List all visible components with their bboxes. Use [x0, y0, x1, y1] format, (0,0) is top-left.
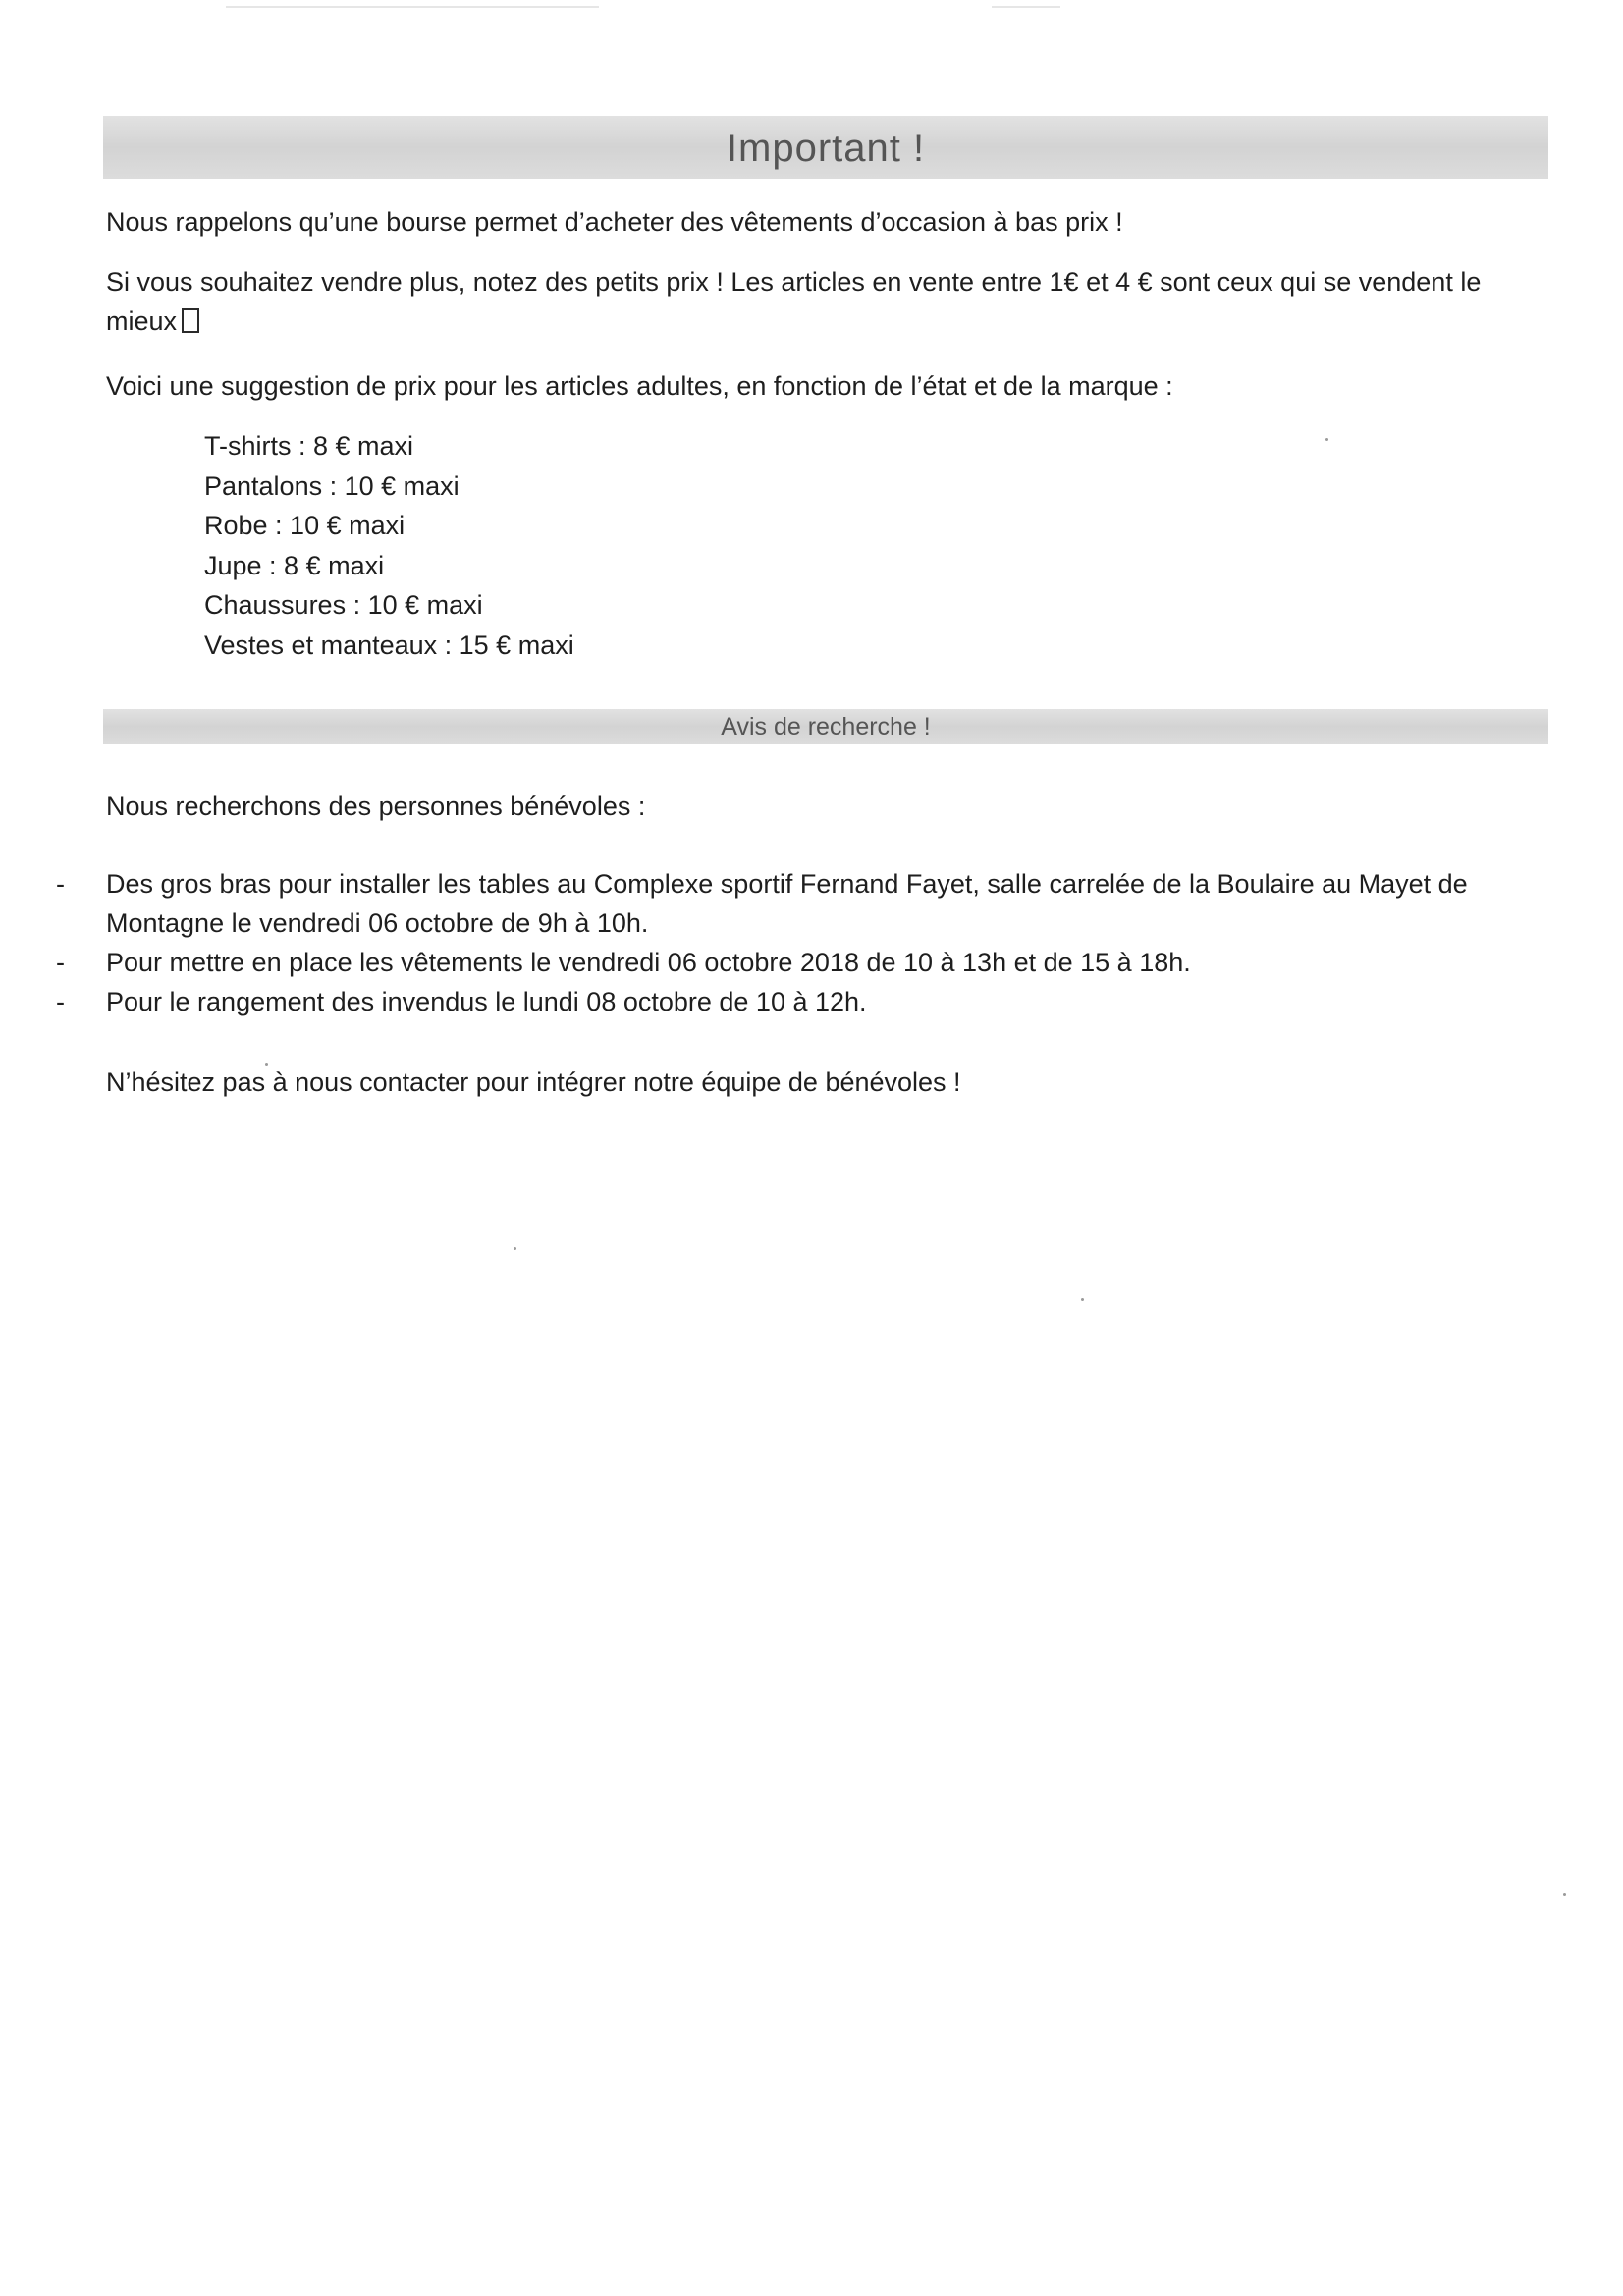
search-heading: Avis de recherche ! [103, 709, 1548, 744]
volunteer-task [0, 982, 1540, 1021]
scan-edge-line [992, 6, 1060, 8]
low-prices-paragraph [106, 262, 1540, 341]
volunteer-task-list [0, 864, 1571, 1021]
scan-speck [265, 1063, 268, 1066]
volunteer-task-text: Des gros bras pour installer les tables au Complexe sportif Fernand Fayet, salle carrelée de la Boulaire au Mayet de Montagne le vendredi 06 octobre de 9h à 10h. [106, 869, 1468, 938]
price-item: T-shirts : 8 € maxi [204, 431, 414, 461]
price-item: Robe : 10 € maxi [204, 511, 406, 541]
list-dash: - [56, 869, 65, 899]
volunteer-task-text: Pour le rangement des invendus le lundi 08 octobre de 10 à 12h. [106, 987, 867, 1016]
price-item: Jupe : 8 € maxi [204, 550, 385, 580]
volunteer-task [0, 864, 1540, 943]
list-dash: - [56, 987, 65, 1016]
price-item: Chaussures : 10 € maxi [204, 590, 483, 621]
price-list [204, 426, 574, 666]
volunteer-task [0, 943, 1540, 982]
closing-paragraph: N’hésitez pas à nous contacter pour intégrer notre équipe de bénévoles ! [106, 1067, 961, 1097]
price-item: Pantalons : 10 € maxi [204, 470, 460, 501]
list-dash: - [56, 948, 65, 977]
scan-edge-line [226, 6, 599, 8]
scan-speck [1563, 1893, 1566, 1896]
price-item: Vestes et manteaux : 15 € maxi [204, 629, 574, 660]
scan-speck [1325, 438, 1328, 441]
reminder-paragraph: Nous rappelons qu’une bourse permet d’acheter des vêtements d’occasion à bas prix ! [106, 207, 1123, 237]
low-prices-text: Si vous souhaitez vendre plus, notez des petits prix ! Les articles en vente entre 1€ et 4 € sont ceux qui se vendent le mieux [106, 267, 1482, 336]
scan-speck [1081, 1298, 1084, 1301]
price-suggestion-intro: Voici une suggestion de prix pour les articles adultes, en fonction de l’état et de la marque : [106, 371, 1173, 401]
scan-speck [514, 1247, 516, 1250]
missing-glyph-icon [182, 308, 199, 333]
important-heading: Important ! [103, 116, 1548, 179]
volunteers-intro: Nous recherchons des personnes bénévoles : [106, 792, 646, 821]
volunteer-task-text: Pour mettre en place les vêtements le vendredi 06 octobre 2018 de 10 à 13h et de 15 à 18h. [106, 948, 1191, 977]
